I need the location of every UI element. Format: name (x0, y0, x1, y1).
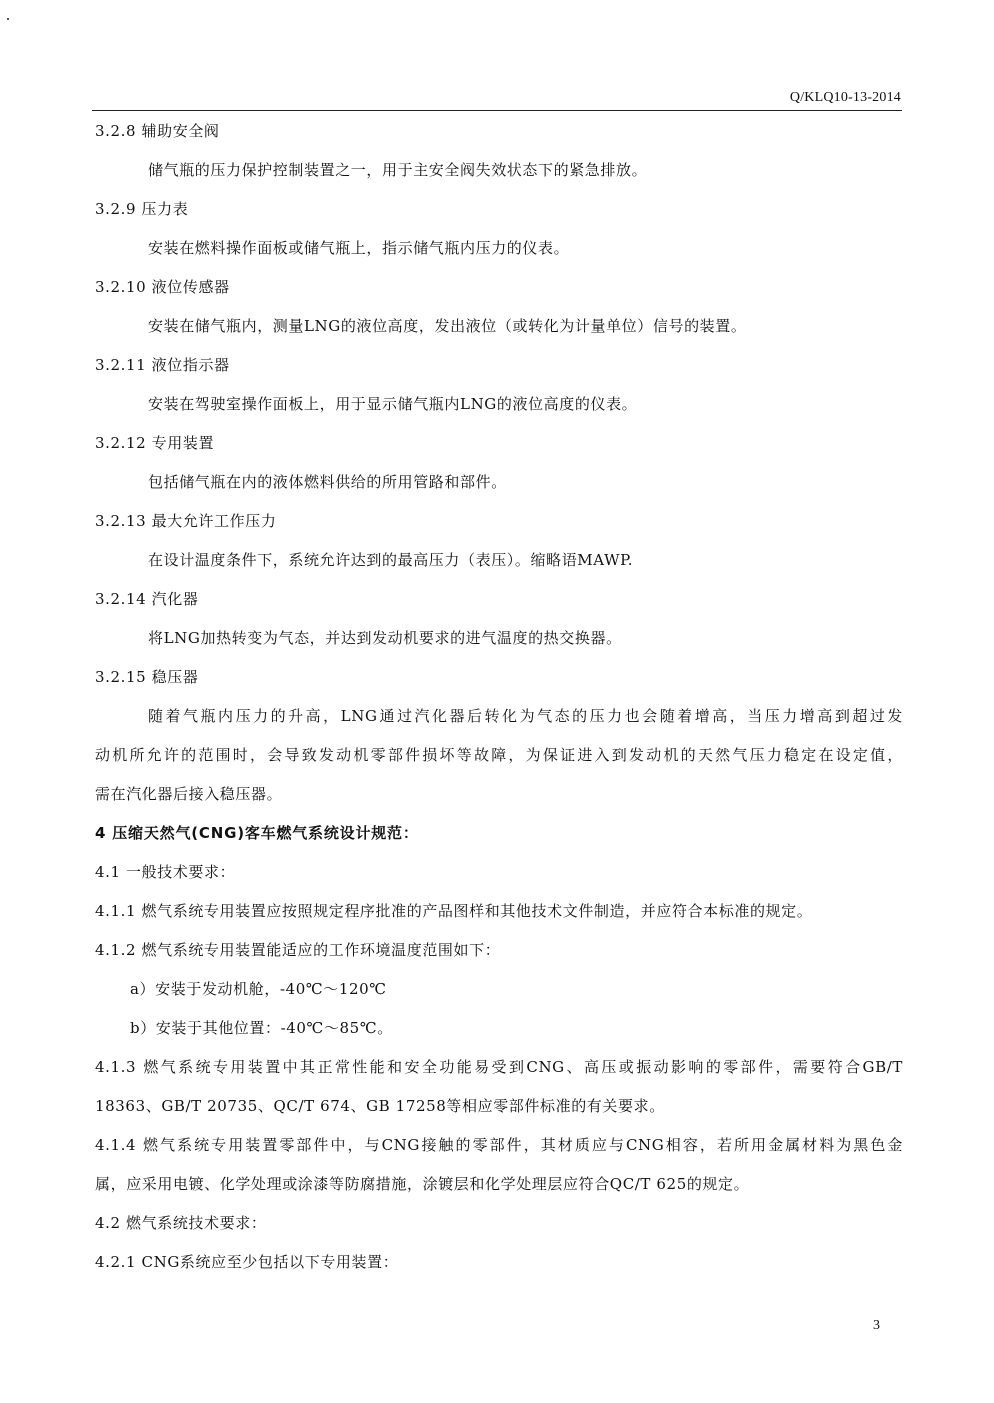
section-heading: 4.1 一般技术要求： (95, 863, 236, 881)
clause-text: 4.1.1 燃气系统专用装置应按照规定程序批准的产品图样和其他技术文件制造，并应符合本标准的规定。 (95, 902, 813, 920)
list-item: b）安装于其他位置：-40℃～85℃。 (130, 1019, 393, 1037)
section-heading: 4.2 燃气系统技术要求： (95, 1214, 267, 1232)
clause-text: 4.1.3 燃气系统专用装置中其正常性能和安全功能易受到CNG、高压或振动影响的零部件，需要符合GB/T (95, 1058, 903, 1076)
definition-text: 在设计温度条件下，系统允许达到的最高压力（表压）。缩略语MAWP. (148, 551, 634, 569)
section-heading: 3.2.11 液位指示器 (95, 356, 230, 374)
paragraph-line: 动机所允许的范围时，会导致发动机零部件损坏等故障，为保证进入到发动机的天然气压力稳定在设定值， (95, 746, 903, 764)
definition-text: 包括储气瓶在内的液体燃料供给的所用管路和部件。 (148, 473, 507, 491)
section-heading: 3.2.10 液位传感器 (95, 278, 230, 296)
clause-text: 4.2.1 CNG系统应至少包括以下专用装置： (95, 1253, 399, 1271)
header-rule (92, 110, 902, 111)
clause-text: 4.1.2 燃气系统专用装置能适应的工作环境温度范围如下： (95, 941, 501, 959)
definition-text: 将LNG加热转变为气态，并达到发动机要求的进气温度的热交换器。 (148, 629, 622, 647)
clause-text: 属，应采用电镀、化学处理或涂漆等防腐措施，涂镀层和化学处理层应符合QC/T 625的规定。 (95, 1175, 750, 1193)
section-heading: 3.2.14 汽化器 (95, 590, 199, 608)
definition-text: 安装在储气瓶内，测量LNG的液位高度，发出液位（或转化为计量单位）信号的装置。 (148, 317, 747, 335)
clause-text: 18363、GB/T 20735、QC/T 674、GB 17258等相应零部件标准的有关要求。 (95, 1097, 665, 1115)
definition-text: 安装在燃料操作面板或储气瓶上，指示储气瓶内压力的仪表。 (148, 239, 570, 257)
page-number: 3 (873, 1318, 880, 1333)
section-heading: 3.2.8 辅助安全阀 (95, 122, 220, 140)
scan-mark (7, 18, 9, 20)
list-item: a）安装于发动机舱，-40℃～120℃ (130, 980, 387, 998)
document-code: Q/KLQ10-13-2014 (789, 90, 901, 105)
definition-text: 安装在驾驶室操作面板上，用于显示储气瓶内LNG的液位高度的仪表。 (148, 395, 638, 413)
definition-text: 储气瓶的压力保护控制装置之一，用于主安全阀失效状态下的紧急排放。 (148, 161, 648, 179)
section-heading: 3.2.15 稳压器 (95, 668, 199, 686)
section-heading: 3.2.9 压力表 (95, 200, 189, 218)
paragraph-line: 随着气瓶内压力的升高，LNG通过汽化器后转化为气态的压力也会随着增高，当压力增高到超过发 (148, 707, 903, 725)
clause-text: 4.1.4 燃气系统专用装置零部件中，与CNG接触的零部件，其材质应与CNG相容，若所用金属材料为黑色金 (95, 1136, 903, 1154)
section-heading: 3.2.12 专用装置 (95, 434, 215, 452)
paragraph-line: 需在汽化器后接入稳压器。 (95, 785, 283, 803)
chapter-heading: 4 压缩天然气(CNG)客车燃气系统设计规范： (95, 824, 419, 842)
section-heading: 3.2.13 最大允许工作压力 (95, 512, 277, 530)
